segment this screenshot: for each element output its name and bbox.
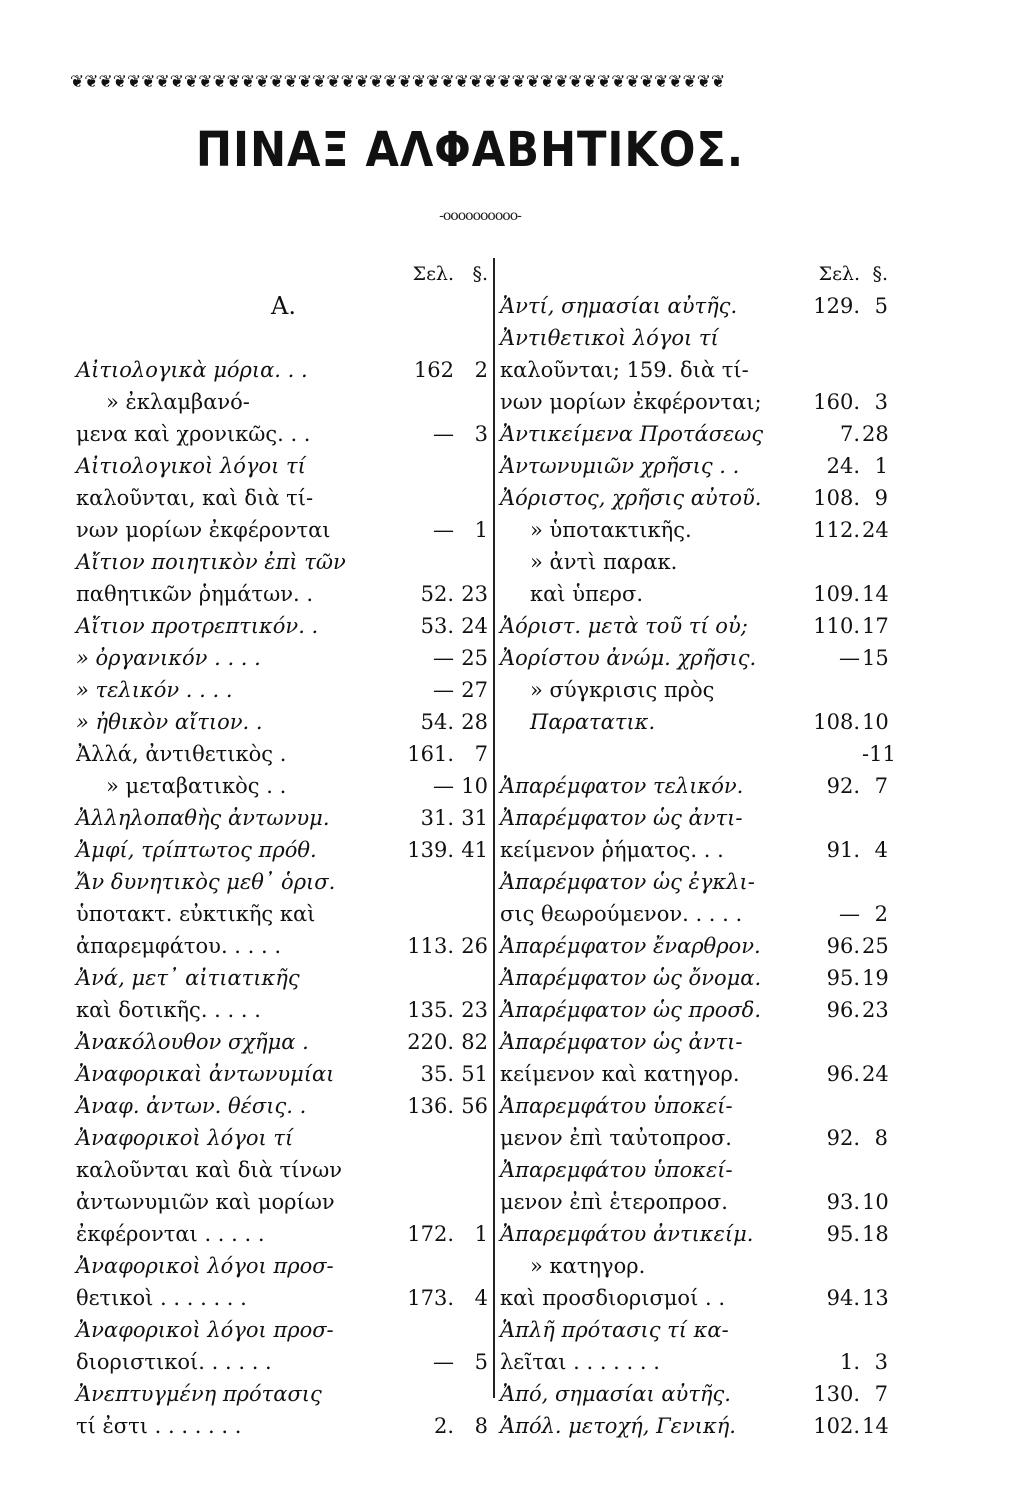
entry-text: μενα καὶ χρονικῶς. . . — [76, 422, 311, 446]
entry-page: 24. — [826, 454, 860, 478]
index-entry — [76, 1410, 488, 1442]
entry-paragraph: 15 — [862, 646, 889, 670]
index-entry — [500, 1154, 888, 1186]
entry-page: — — [433, 646, 454, 670]
entry-text: ἀπαρεμφάτου. . . . . — [76, 934, 282, 958]
entry-paragraph: -11 — [862, 742, 896, 766]
entry-paragraph: 1 — [474, 518, 488, 542]
entry-paragraph: 18 — [862, 1222, 889, 1246]
index-entry — [76, 1282, 488, 1314]
index-entry — [500, 418, 888, 450]
entry-text: Ἀπαρέμφατον ὡς προσδ. — [500, 998, 762, 1022]
entry-paragraph: 13 — [862, 1286, 889, 1310]
paragraph-header: §. — [872, 263, 888, 285]
entry-text: σις θεωρούμενον. . . . . — [500, 902, 743, 926]
entry-text: Ἀναφορικαὶ ἀντωνυμίαι — [76, 1062, 335, 1086]
entry-text: Ἀπαρέμφατον ἔναρθρον. — [500, 934, 761, 958]
entry-page: 54. — [420, 710, 454, 734]
entry-text: καλοῦνται, καὶ διὰ τί- — [76, 486, 314, 510]
entry-page: 91. — [826, 838, 860, 862]
index-entry — [500, 1282, 888, 1314]
entry-paragraph: 2 — [474, 358, 488, 382]
entry-page: 160. — [813, 390, 860, 414]
entry-text: Ἀπαρεμφάτου ἀντικείμ. — [500, 1222, 754, 1246]
entry-text: Ἀόριστος, χρῆσις αὐτοῦ. — [500, 486, 762, 510]
entry-text: Ἀορίστου ἀνώμ. χρῆσις. — [500, 646, 757, 670]
index-entry — [76, 1250, 488, 1282]
entry-paragraph: 31 — [461, 806, 488, 830]
entry-text: νων μορίων ἐκφέρονται; — [500, 390, 762, 414]
entry-paragraph: 10 — [862, 710, 889, 734]
entry-page: 220. — [407, 1030, 454, 1054]
entry-text: Αἴτιον προτρεπτικόν. . — [76, 614, 319, 638]
entry-text: Ἀναφ. ἀντων. θέσις. . — [76, 1094, 307, 1118]
entry-text: Ἀλληλοπαθὴς ἀντωνυμ. — [76, 806, 330, 830]
decorative-rule: -oooooooooo- — [439, 208, 521, 224]
entry-paragraph: 26 — [461, 934, 488, 958]
entry-page: 96. — [826, 1062, 860, 1086]
index-entry — [500, 1186, 888, 1218]
right-column — [500, 258, 896, 1438]
index-entry — [76, 1058, 488, 1090]
entry-paragraph: 10 — [461, 774, 488, 798]
index-entry — [500, 930, 888, 962]
entry-page: — — [839, 646, 860, 670]
index-entry — [76, 802, 488, 834]
entry-paragraph: 7 — [874, 1382, 888, 1406]
right-column-header — [500, 258, 888, 290]
entry-text: Αἰτιολογικοὶ λόγοι τί — [76, 454, 306, 478]
entry-page: 31. — [420, 806, 454, 830]
entry-page: 113. — [407, 934, 454, 958]
index-entry — [76, 674, 488, 706]
index-entry — [500, 962, 888, 994]
entry-text: » μεταβατικὸς . . — [106, 774, 287, 798]
index-entry — [76, 386, 488, 418]
entry-page: — — [433, 1350, 454, 1374]
entry-paragraph: 8 — [474, 1414, 488, 1438]
index-entry — [76, 770, 488, 802]
entry-paragraph: 25 — [862, 934, 889, 958]
entry-page: 2. — [433, 1414, 454, 1438]
index-entry — [76, 1346, 488, 1378]
entry-text: μενον ἐπὶ ταὐτοπροσ. — [500, 1126, 732, 1150]
entry-paragraph: 23 — [862, 998, 889, 1022]
index-entry — [500, 1250, 888, 1282]
entry-text: Ἀπόλ. μετοχή, Γενική. — [500, 1414, 736, 1438]
entry-text: θετικοὶ . . . . . . . — [76, 1286, 247, 1310]
index-entry — [500, 1218, 888, 1250]
index-entry — [76, 866, 488, 898]
index-entry — [500, 1122, 888, 1154]
entry-text: καλοῦνται καὶ διὰ τίνων — [76, 1158, 342, 1182]
entry-paragraph: 19 — [862, 966, 889, 990]
left-column — [76, 258, 488, 1438]
entry-text: ἀντωνυμιῶν καὶ μορίων — [76, 1190, 335, 1214]
entry-page: 110. — [813, 614, 860, 638]
column-divider — [493, 258, 495, 1398]
entry-text: Ἀντωνυμιῶν χρῆσις . . — [500, 454, 740, 478]
index-entry — [500, 674, 888, 706]
entry-page: 108. — [813, 710, 860, 734]
entry-paragraph: 5 — [474, 1350, 488, 1374]
entry-text: Ἀναφορικοὶ λόγοι προσ- — [76, 1254, 334, 1278]
index-entry — [500, 642, 888, 674]
entry-paragraph: 10 — [862, 1190, 889, 1214]
entry-page: 35. — [420, 1062, 454, 1086]
entry-page: 92. — [826, 774, 860, 798]
entry-paragraph: 1 — [874, 454, 888, 478]
index-entry — [76, 834, 488, 866]
entry-text: Ἀνακόλουθον σχῆμα . — [76, 1030, 309, 1054]
entry-page: 95. — [826, 1222, 860, 1246]
index-entry — [76, 450, 488, 482]
index-entry — [500, 770, 888, 802]
entry-text: Ἀπαρέμφατον τελικόν. — [500, 774, 744, 798]
entry-paragraph: 25 — [461, 646, 488, 670]
entry-text: καὶ δοτικῆς. . . . . — [76, 998, 261, 1022]
entry-text: Ἀπαρεμφάτου ὑποκεί- — [500, 1094, 733, 1118]
entry-page: 162 — [413, 358, 454, 382]
index-entry — [500, 834, 888, 866]
entry-page: 172. — [407, 1222, 454, 1246]
entry-text: νων μορίων ἐκφέρονται — [76, 518, 331, 542]
entry-page: — — [433, 422, 454, 446]
entry-text: Ἀνεπτυγμένη πρότασις — [76, 1382, 322, 1406]
entry-paragraph: 3 — [874, 390, 888, 414]
entry-text: Ἀμφί, τρίπτωτος πρόθ. — [76, 838, 317, 862]
entry-text: καὶ ὑπερσ. — [530, 582, 644, 606]
entry-text: Ἀλλά, ἀντιθετικὸς . — [76, 742, 287, 766]
index-entry — [76, 930, 488, 962]
entry-paragraph: 28 — [862, 422, 889, 446]
index-entry — [76, 1218, 488, 1250]
entry-text: Ἀντικείμενα Προτάσεως — [500, 422, 764, 446]
entry-paragraph: 1 — [474, 1222, 488, 1246]
index-entry — [76, 1026, 488, 1058]
index-entry — [500, 354, 888, 386]
entry-page: 135. — [407, 998, 454, 1022]
entry-text: » σύγκρισις πρὸς — [530, 678, 715, 702]
index-entry — [500, 706, 888, 738]
entry-page: 1. — [839, 1350, 860, 1374]
entry-text: Ἀναφορικοὶ λόγοι προσ- — [76, 1318, 334, 1342]
entry-page: 108. — [813, 486, 860, 510]
entry-paragraph: 4 — [474, 1286, 488, 1310]
index-entry — [76, 1154, 488, 1186]
entry-text: Παρατατικ. — [530, 710, 656, 734]
index-entry — [500, 482, 888, 514]
entry-paragraph: 14 — [862, 1414, 889, 1438]
index-entry — [500, 1410, 888, 1442]
entry-text: Ἀπαρέμφατον ὡς ὄνομα. — [500, 966, 762, 990]
index-entry — [76, 898, 488, 930]
entry-page: 139. — [407, 838, 454, 862]
entry-page: — — [433, 678, 454, 702]
index-entry — [500, 322, 888, 354]
entry-text: » ἀντὶ παρακ. — [530, 550, 678, 574]
index-entry — [500, 546, 888, 578]
left-column-header — [76, 258, 488, 290]
entry-text: » κατηγορ. — [530, 1254, 646, 1278]
entry-text: μενον ἐπὶ ἑτεροπροσ. — [500, 1190, 728, 1214]
entry-page: — — [433, 774, 454, 798]
index-entry — [76, 994, 488, 1026]
entry-page: 112. — [813, 518, 860, 542]
entry-text: Ἀπό, σημασίαι αὐτῆς. — [500, 1382, 731, 1406]
index-entry — [76, 962, 488, 994]
index-entry — [500, 450, 888, 482]
entry-text: Αἴτιον ποιητικὸν ἐπὶ τῶν — [76, 550, 346, 574]
entry-paragraph: 5 — [874, 294, 888, 318]
entry-paragraph: 24 — [862, 518, 889, 542]
entry-page: — — [433, 518, 454, 542]
entry-page: 136. — [407, 1094, 454, 1118]
index-entry — [500, 1314, 888, 1346]
index-entry — [76, 1090, 488, 1122]
entry-text: Ἀόριστ. μετὰ τοῦ τί οὐ; — [500, 614, 748, 638]
index-entry — [76, 642, 488, 674]
index-entry — [76, 578, 488, 610]
entry-page: 129. — [813, 294, 860, 318]
entry-text: Ἀπαρέμφατον ὡς ἀντι- — [500, 1030, 743, 1054]
entry-text: κείμενον ῥήματος. . . — [500, 838, 724, 862]
entry-text: Ἀπαρέμφατον ὡς ἐγκλι- — [500, 870, 755, 894]
entry-page: — — [839, 902, 860, 926]
index-entry — [76, 706, 488, 738]
index-entry — [500, 1026, 888, 1058]
entry-page: 96. — [826, 934, 860, 958]
entry-text: Ἀνά, μετ᾽ αἰτιατικῆς — [76, 966, 300, 990]
entry-text: » ὀργανικόν . . . . — [76, 646, 261, 670]
index-entry — [76, 290, 488, 322]
entry-text: κείμενον καὶ κατηγορ. — [500, 1062, 740, 1086]
entry-text: τί ἐστι . . . . . . . — [76, 1414, 242, 1438]
entry-paragraph: 28 — [461, 710, 488, 734]
entry-paragraph: 24 — [461, 614, 488, 638]
entry-text: Ἁπλῆ πρότασις τί κα- — [500, 1318, 729, 1342]
entry-text: » ἐκλαμβανό- — [106, 390, 250, 414]
index-entry — [76, 514, 488, 546]
entry-text: λεῖται . . . . . . . — [500, 1350, 660, 1374]
entry-paragraph: 24 — [862, 1062, 889, 1086]
entry-paragraph: 2 — [874, 902, 888, 926]
entry-page: 130. — [813, 1382, 860, 1406]
entry-paragraph: 4 — [874, 838, 888, 862]
entry-text: Ἀντιθετικοὶ λόγοι τί — [500, 326, 719, 350]
index-entry — [500, 578, 888, 610]
entry-text: ὑποτακτ. εὐκτικῆς καὶ — [76, 902, 316, 926]
index-entry — [76, 482, 488, 514]
entry-text: Ἀντί, σημασίαι αὐτῆς. — [500, 294, 738, 318]
entry-paragraph: 51 — [461, 1062, 488, 1086]
index-entry — [76, 322, 488, 354]
entry-paragraph: 7 — [474, 742, 488, 766]
index-entry — [76, 1186, 488, 1218]
entry-text: Αἰτιολογικὰ μόρια. . . — [76, 358, 308, 382]
index-entry — [500, 1058, 888, 1090]
entry-text: Ἀπαρέμφατον ὡς ἀντι- — [500, 806, 743, 830]
entry-page: 161. — [407, 742, 454, 766]
index-entry — [76, 1314, 488, 1346]
index-entry — [500, 386, 888, 418]
entry-page: 94. — [826, 1286, 860, 1310]
entry-paragraph: 41 — [461, 838, 488, 862]
index-entry — [500, 1346, 888, 1378]
entry-paragraph: 23 — [461, 998, 488, 1022]
entry-text: Ἀναφορικοὶ λόγοι τί — [76, 1126, 294, 1150]
section-letter: Α. — [271, 292, 296, 320]
entry-page: 7. — [839, 422, 860, 446]
entry-paragraph: 82 — [461, 1030, 488, 1054]
index-entry — [500, 1090, 888, 1122]
entry-paragraph: 27 — [461, 678, 488, 702]
index-entry — [500, 738, 896, 770]
entry-paragraph: 23 — [461, 582, 488, 606]
entry-paragraph: 7 — [874, 774, 888, 798]
index-entry — [500, 514, 888, 546]
entry-text: διοριστικοί. . . . . . — [76, 1350, 272, 1374]
index-entry — [500, 802, 888, 834]
index-entry — [500, 994, 888, 1026]
entry-paragraph: 9 — [874, 486, 888, 510]
entry-page: 52. — [420, 582, 454, 606]
entry-text: Ἄν δυνητικὸς μεθ᾽ ὁρισ. — [76, 870, 336, 894]
index-entry — [500, 866, 888, 898]
entry-page: 53. — [420, 614, 454, 638]
entry-text: » ἠθικὸν αἴτιον. . — [76, 710, 263, 734]
page-title: ΠΙΝΑΞ ΑΛΦΑΒΗΤΙΚΟΣ. — [195, 122, 745, 178]
entry-page: 92. — [826, 1126, 860, 1150]
ornament-border: ❦❦❦❦❦❦❦❦❦❦❦❦❦❦❦❦❦❦❦❦❦❦❦❦❦❦❦❦❦❦❦❦❦❦❦❦❦❦❦❦❦❦❦❦❦❦ — [70, 72, 726, 92]
page-header: Σελ. — [818, 263, 860, 285]
entry-text: » ὑποτακτικῆς. — [530, 518, 692, 542]
entry-page: 102. — [813, 1414, 860, 1438]
index-entry — [76, 1378, 488, 1410]
entry-text: ἐκφέρονται . . . . . — [76, 1222, 265, 1246]
entry-paragraph: 3 — [474, 422, 488, 446]
entry-text: Ἀπαρεμφάτου ὑποκεί- — [500, 1158, 733, 1182]
entry-page: 96. — [826, 998, 860, 1022]
paragraph-header: §. — [472, 263, 488, 285]
entry-paragraph: 14 — [862, 582, 889, 606]
index-entry — [500, 290, 888, 322]
entry-text: καὶ προσδιορισμοί . . — [500, 1286, 726, 1310]
entry-page: 95. — [826, 966, 860, 990]
entry-page: 93. — [826, 1190, 860, 1214]
index-entry — [76, 354, 488, 386]
entry-paragraph: 3 — [874, 1350, 888, 1374]
index-entry — [500, 1378, 888, 1410]
index-entry — [76, 1122, 488, 1154]
entry-page: 173. — [407, 1286, 454, 1310]
entry-page: 109. — [813, 582, 860, 606]
entry-paragraph: 8 — [874, 1126, 888, 1150]
entry-text: » τελικόν . . . . — [76, 678, 233, 702]
entry-paragraph: 56 — [461, 1094, 488, 1118]
index-entry — [76, 610, 488, 642]
entry-paragraph: 17 — [862, 614, 889, 638]
index-entry — [500, 610, 888, 642]
page-header: Σελ. — [412, 263, 454, 285]
entry-text: καλοῦνται; 159. διὰ τί- — [500, 358, 749, 382]
index-entry — [76, 546, 488, 578]
entry-text: παθητικῶν ῥημάτων. . — [76, 582, 314, 606]
index-entry — [76, 418, 488, 450]
index-entry — [500, 898, 888, 930]
index-entry — [76, 738, 488, 770]
